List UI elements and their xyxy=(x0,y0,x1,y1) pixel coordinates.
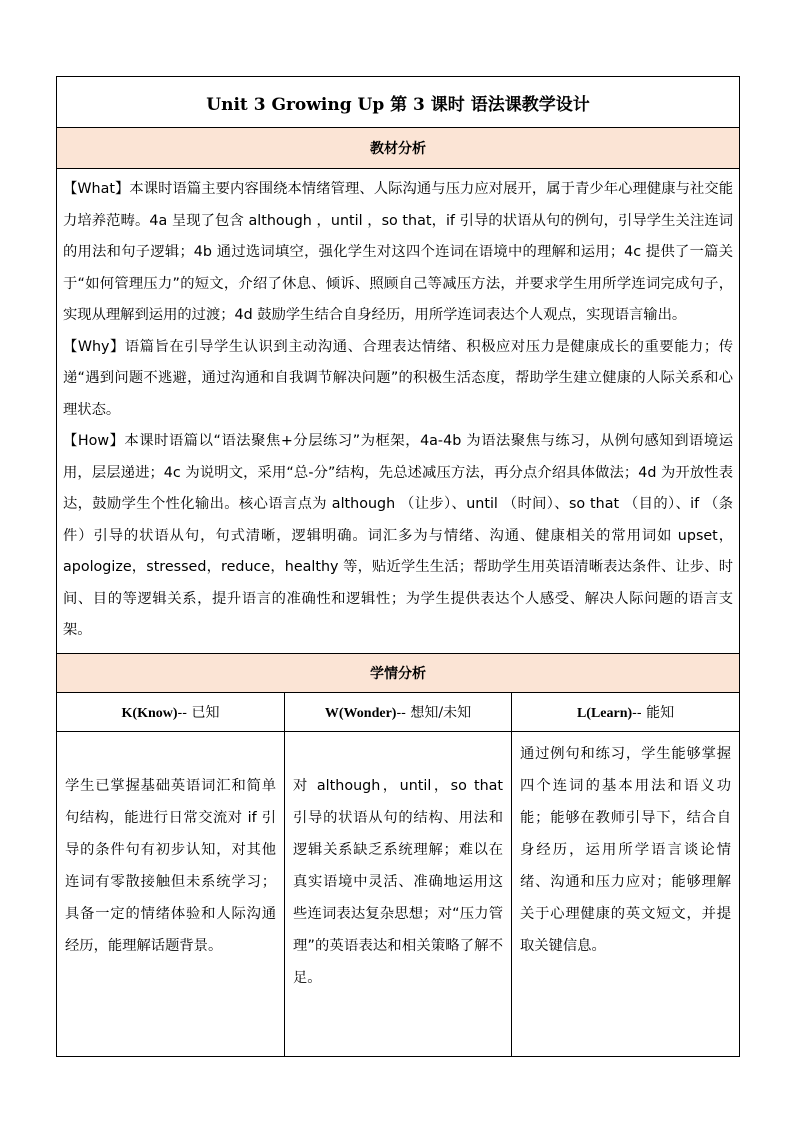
wonder-header-cn: 想知/未知 xyxy=(410,704,472,721)
textbook-analysis-header: 教材分析 xyxy=(57,128,740,169)
learn-column-header xyxy=(512,692,740,731)
wonder-text: 对 although，until，so that 引导的状语从句的结构、用法和逻辑关系缺乏系统理解；难以在真实语境中灵活、准确地运用这些连词表达复杂思想；对“压力管理”的英语表达和相关策略了解不足。 xyxy=(293,777,503,986)
wonder-header-sep: -- xyxy=(396,704,411,721)
how-paragraph: 【How】本课时语篇以“语法聚焦+分层练习”为框架，4a-4b 为语法聚焦与练习，从例句感知到语境运用，层层递进；4c 为说明文，采用“总-分”结构，先总述减压方法，再分点介绍具体做法；4d 为开放性表达，鼓励学生个性化输出。核心语言点为 although （让步）、until （时间）、so that （目的）、if （条件）引导的状语从句，句式清晰，逻辑明确。词汇多为与情绪、沟通、健康相关的常用词如 upset，apologize，stressed，reduce，healthy 等，贴近学生生活；帮助学生用英语清晰表达条件、让步、时间、目的等逻辑关系，提升语言的准确性和逻辑性；为学生提供表达个人感受、解决人际问题的语言支架。 xyxy=(63,433,734,638)
learn-text: 通过例句和练习，学生能够掌握四个连词的基本用法和语义功能；能够在教师引导下，结合自身经历，运用所学语言谈论情绪、沟通和压力应对；能够理解关于心理健康的英文短文，并提取关键信息。 xyxy=(520,745,732,954)
learn-header-cn: 能知 xyxy=(646,704,675,721)
textbook-analysis-body xyxy=(57,169,740,654)
lesson-plan-table xyxy=(56,76,740,1057)
learn-header-sep: -- xyxy=(632,704,647,721)
know-column-header xyxy=(57,692,285,731)
why-paragraph: 【Why】语篇旨在引导学生认识到主动沟通、合理表达情绪、积极应对压力是健康成长的重要能力；传递“遇到问题不逃避，通过沟通和自我调节解决问题”的积极生活态度，帮助学生建立健康的人际关系和心理状态。 xyxy=(63,338,734,418)
document-title: Unit 3 Growing Up 第 3 课时 语法课教学设计 xyxy=(57,77,740,128)
know-text: 学生已掌握基础英语词汇和简单句结构，能进行日常交流对 if 引导的条件句有初步认知，对其他连词有零散接触但未系统学习；具备一定的情绪体验和人际沟通经历，能理解话题背景。 xyxy=(65,777,276,954)
wonder-header-en: W(Wonder) xyxy=(324,705,397,721)
know-column-body xyxy=(57,731,285,1056)
what-paragraph: 【What】本课时语篇主要内容围绕本情绪管理、人际沟通与压力应对展开，属于青少年心理健康与社交能力培养范畴。4a 呈现了包含 although ，until ，so that，if 引导的状语从句的例句，引导学生关注连词的用法和句子逻辑；4b 通过选词填空，强化学生对这四个连词在语境中的理解和运用；4c 提供了一篇关于“如何管理压力”的短文，介绍了休息、倾诉、照顾自己等减压方法，并要求学生用所学连词完成句子，实现从理解到运用的过渡；4d 鼓励学生结合自身经历，用所学连词表达个人观点，实现语言输出。 xyxy=(63,181,734,323)
learn-column-body xyxy=(512,731,740,1056)
know-header-sep: -- xyxy=(177,704,192,721)
wonder-column-body xyxy=(285,731,512,1056)
learn-header-en: L(Learn) xyxy=(576,705,633,721)
know-header-cn: 已知 xyxy=(191,704,220,721)
wonder-column-header xyxy=(285,692,512,731)
know-header-en: K(Know) xyxy=(121,705,178,721)
learner-analysis-header: 学情分析 xyxy=(57,653,740,692)
